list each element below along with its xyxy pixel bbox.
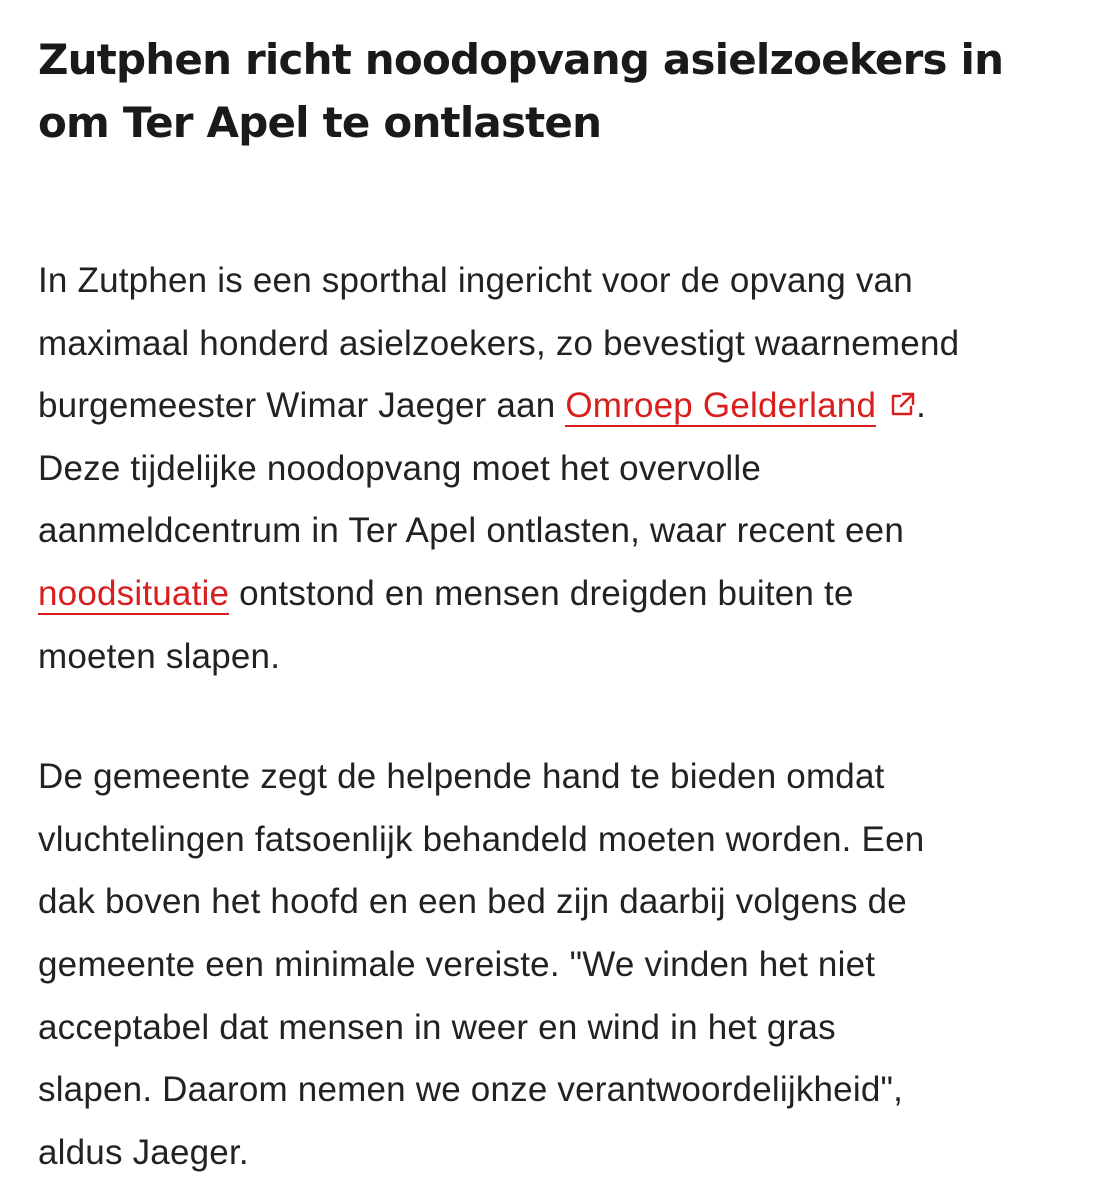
paragraph-line: In Zutphen is een sporthal ingericht voor de opvang van	[38, 261, 913, 300]
omroep-gelderland-link[interactable]: Omroep Gelderland	[565, 386, 877, 426]
article-headline	[38, 28, 1088, 154]
paragraph-line	[38, 375, 1088, 438]
paragraph-line: gemeente een minimale vereiste. "We vinden het niet	[38, 944, 876, 984]
paragraph-text: .	[916, 386, 927, 426]
paragraph-text: burgemeester Wimar Jaeger aan	[38, 386, 566, 426]
paragraph-line: vluchtelingen fatsoenlijk behandeld moeten worden. Een	[38, 819, 925, 859]
noodsituatie-link[interactable]: noodsituatie	[38, 573, 230, 613]
external-link-icon[interactable]	[888, 377, 916, 405]
headline-line: om Ter Apel te ontlasten	[38, 98, 602, 147]
paragraph-line: acceptabel dat mensen in weer en wind in het gras	[38, 1007, 836, 1047]
paragraph-line: aldus Jaeger.	[38, 1132, 249, 1172]
paragraph-line: slapen. Daarom nemen we onze verantwoordelijkheid",	[38, 1070, 904, 1110]
headline-line: Zutphen richt noodopvang asielzoekers in	[38, 35, 1004, 84]
paragraph-quote	[38, 746, 1088, 1184]
paragraph-line: aanmeldcentrum in Ter Apel ontlasten, waar recent een	[38, 511, 905, 551]
paragraph-text: ontstond en mensen dreigden buiten te	[229, 573, 854, 613]
paragraph-line: moeten slapen.	[38, 636, 281, 676]
paragraph-line: De gemeente zegt de helpende hand te bieden omdat	[38, 757, 885, 797]
paragraph-line: dak boven het hoofd en een bed zijn daarbij volgens de	[38, 882, 907, 922]
paragraph-line	[38, 563, 1088, 626]
paragraph-line: Deze tijdelijke noodopvang moet het overvolle	[38, 448, 762, 488]
paragraph-intro	[38, 250, 1088, 688]
article	[38, 28, 1088, 1184]
paragraph-line: maximaal honderd asielzoekers, zo bevestigt waarnemend	[38, 323, 960, 363]
